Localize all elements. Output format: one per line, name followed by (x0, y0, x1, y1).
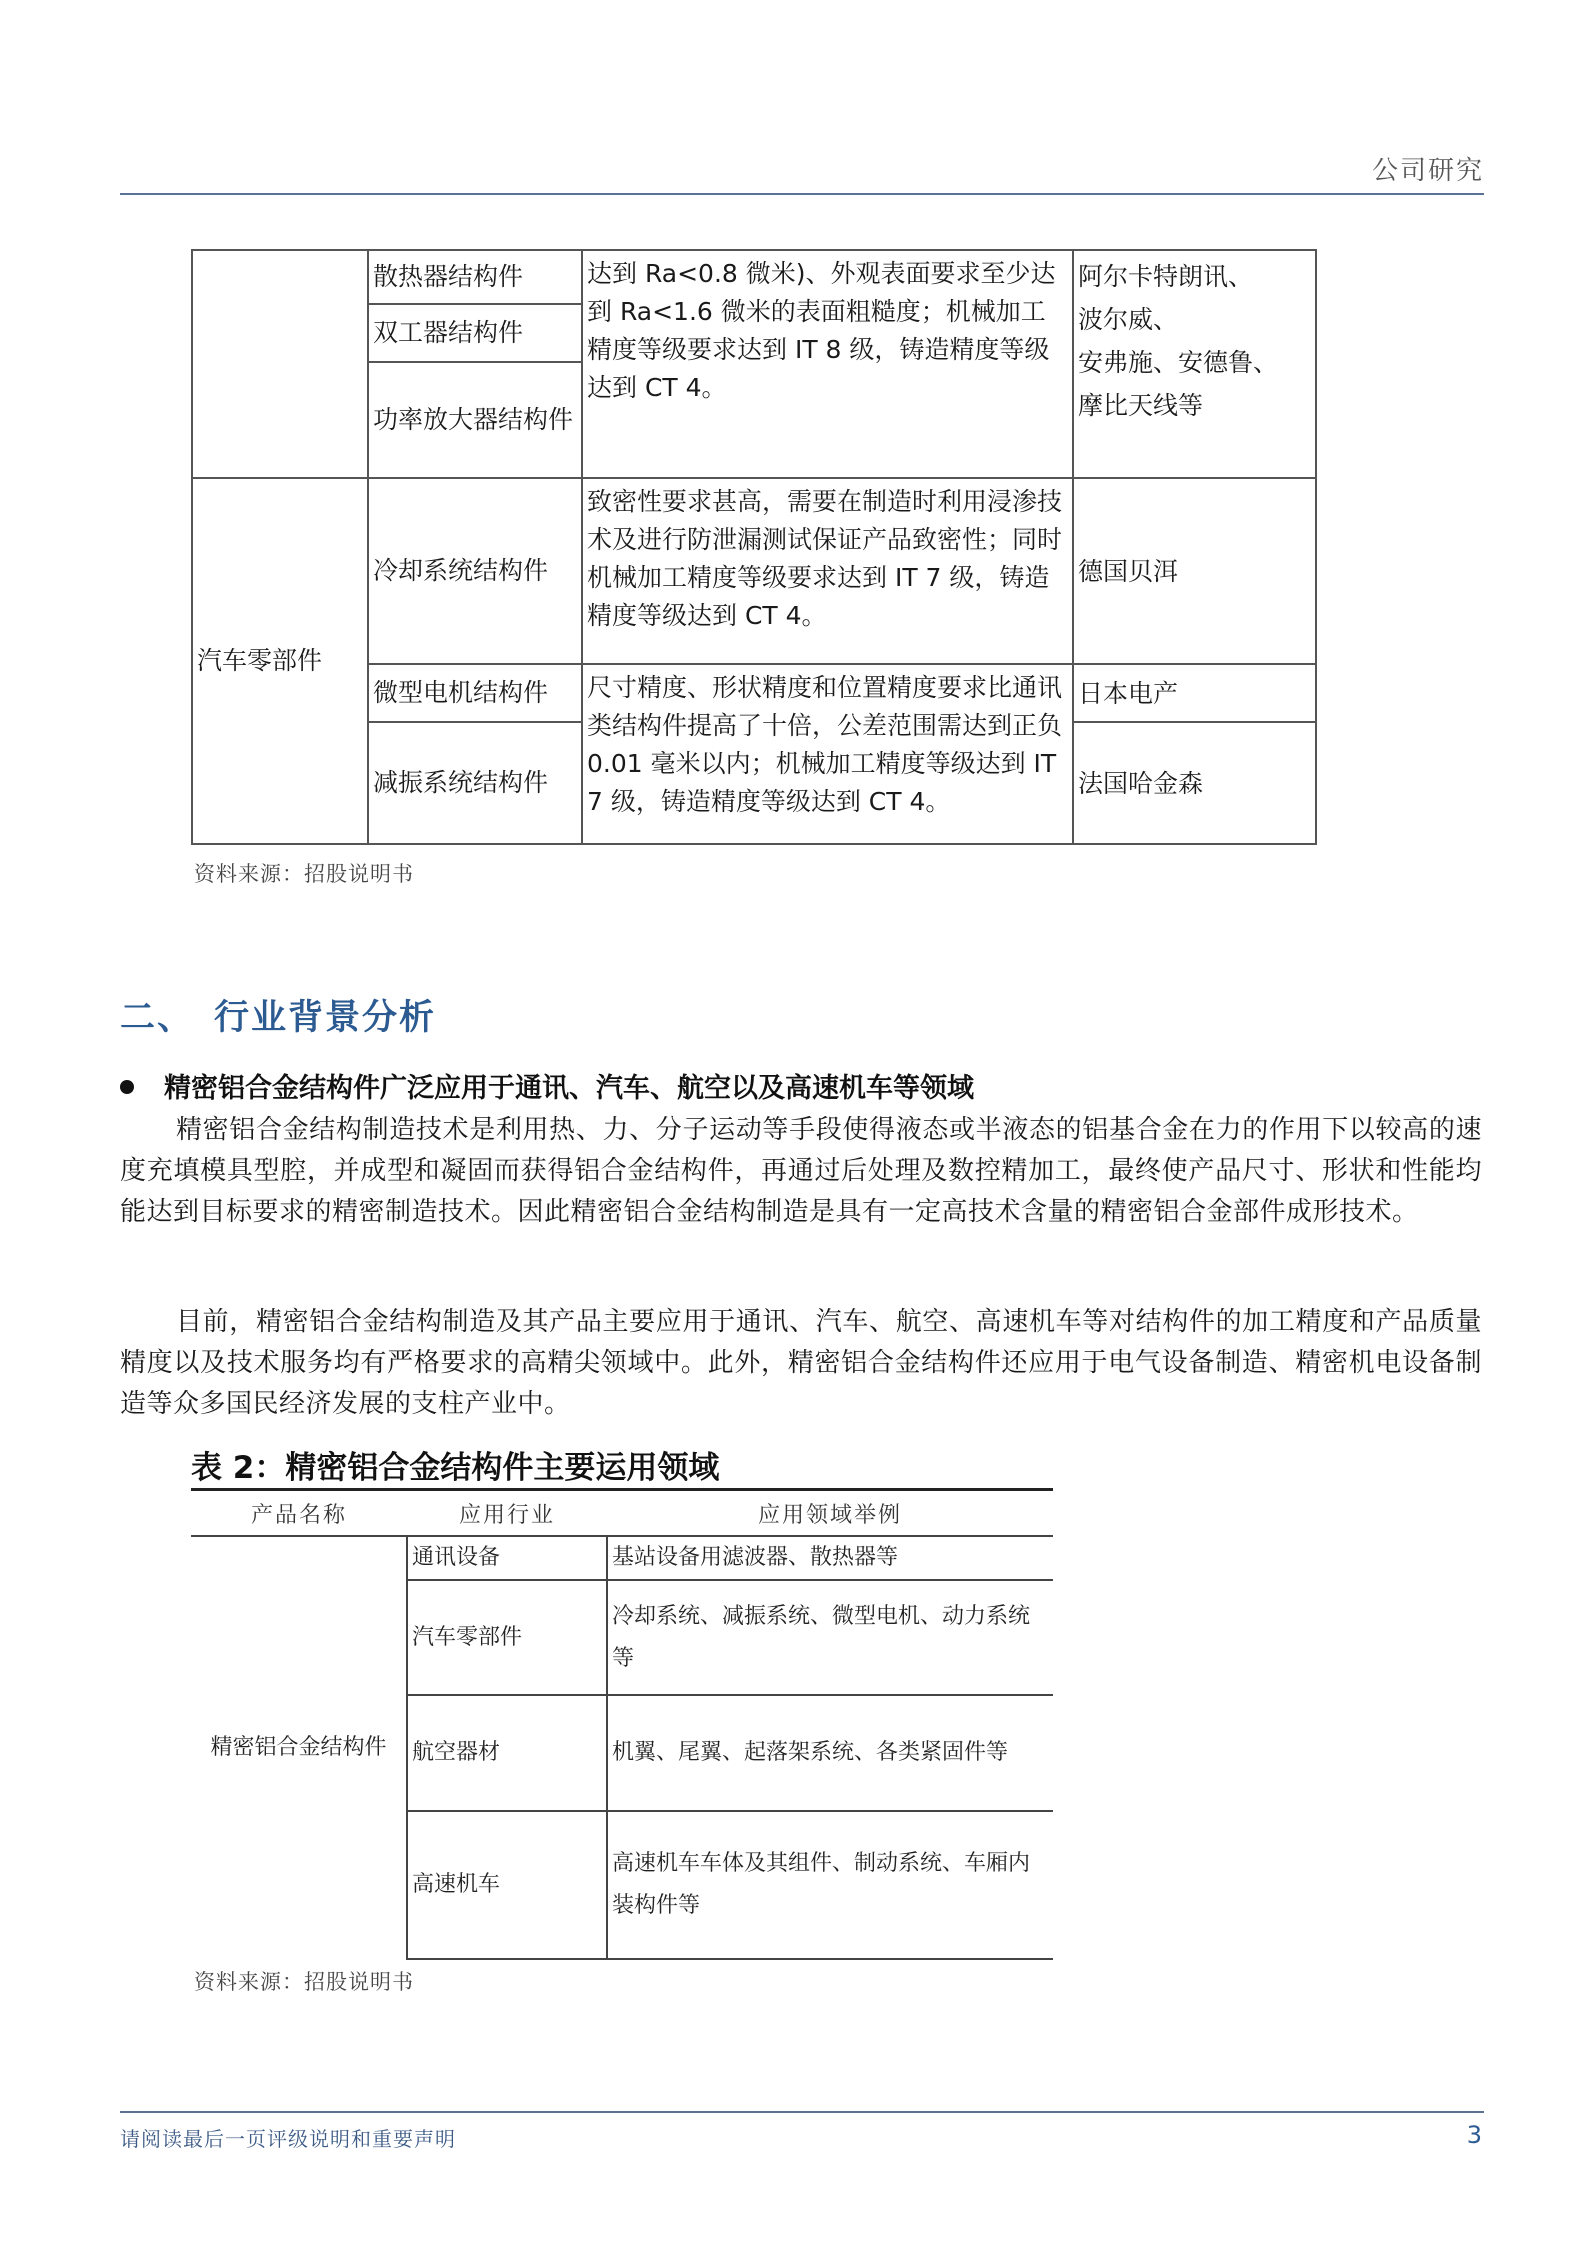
example-cell: 基站设备用滤波器、散热器等 (607, 1536, 1053, 1580)
industry-cell: 汽车零部件 (407, 1580, 607, 1695)
requirement-cell: 尺寸精度、形状精度和位置精度要求比通讯类结构件提高了十倍，公差范围需达到正负 0.01 毫米以内；机械加工精度等级达到 IT 7 级，铸造精度等级达到 CT 4。 (582, 664, 1073, 844)
section-heading (120, 990, 436, 1040)
section-number: 二、 (120, 998, 195, 1038)
client-line: 摩比天线等 (1078, 391, 1204, 420)
product-cell: 精密铝合金结构件 (191, 1536, 407, 1959)
item-cell: 散热器结构件 (368, 250, 582, 304)
paragraph-2: 目前，精密铝合金结构制造及其产品主要应用于通讯、汽车、航空、高速机车等对结构件的加工精度和产品质量精度以及技术服务均有严格要求的高精尖领域中。此外，精密铝合金结构件还应用于电气设备制造、精密机电设备制造等众多国民经济发展的支柱产业中。 (120, 1307, 1482, 1419)
bullet-icon (120, 1080, 134, 1094)
table1-source: 资料来源：招股说明书 (194, 862, 414, 886)
industry-cell: 高速机车 (407, 1811, 607, 1959)
header-tag: 公司研究 (1371, 156, 1484, 186)
client-line: 波尔威、 (1078, 305, 1179, 334)
client-cell: 德国贝洱 (1073, 478, 1316, 664)
client-cell: 法国哈金森 (1073, 722, 1316, 844)
table2-source: 资料来源：招股说明书 (194, 1970, 414, 1994)
client-line: 阿尔卡特朗讯、 (1078, 262, 1254, 291)
example-cell: 冷却系统、减振系统、微型电机、动力系统等 (607, 1580, 1053, 1695)
category-cell-empty (192, 250, 368, 478)
industry-cell: 航空器材 (407, 1695, 607, 1811)
example-cell: 机翼、尾翼、起落架系统、各类紧固件等 (607, 1695, 1053, 1811)
item-cell: 微型电机结构件 (368, 664, 582, 722)
requirement-cell: 达到 Ra<0.8 微米)、外观表面要求至少达到 Ra<1.6 微米的表面粗糙度；机械加工精度等级要求达到 IT 8 级，铸造精度等级达到 CT 4。 (582, 250, 1073, 478)
paragraph-1: 精密铝合金结构制造技术是利用热、力、分子运动等手段使得液态或半液态的铝基合金在力的作用下以较高的速度充填模具型腔，并成型和凝固而获得铝合金结构件，再通过后处理及数控精加工，最终使产品尺寸、形状和性能均能达到目标要求的精密制造技术。因此精密铝合金结构制造是具有一定高技术含量的精密铝合金部件成形技术。 (120, 1115, 1482, 1227)
item-cell: 冷却系统结构件 (368, 478, 582, 664)
industry-cell: 通讯设备 (407, 1536, 607, 1580)
bullet-point (120, 1066, 974, 1105)
table2-header: 应用领域举例 (607, 1491, 1053, 1536)
example-cell: 高速机车车体及其组件、制动系统、车厢内装构件等 (607, 1811, 1053, 1959)
client-cell: 日本电产 (1073, 664, 1316, 722)
section-title: 行业背景分析 (214, 998, 437, 1038)
application-requirements-table (191, 249, 1317, 845)
table2-header: 应用行业 (407, 1491, 607, 1536)
requirement-cell: 致密性要求甚高，需要在制造时利用浸渗技术及进行防泄漏测试保证产品致密性；同时机械加工精度等级要求达到 IT 7 级，铸造精度等级达到 CT 4。 (582, 478, 1073, 664)
client-line: 安弗施、安德鲁、 (1078, 348, 1279, 377)
bullet-text: 精密铝合金结构件广泛应用于通讯、汽车、航空以及高速机车等领域 (164, 1073, 974, 1104)
table2-title: 表 2：精密铝合金结构件主要运用领域 (191, 1450, 720, 1486)
page-number: 3 (1466, 2121, 1482, 2149)
table2-header: 产品名称 (191, 1491, 407, 1536)
item-cell: 功率放大器结构件 (368, 362, 582, 478)
application-fields-table (191, 1491, 1053, 1960)
footer-rule (120, 2111, 1484, 2113)
clients-cell (1073, 250, 1316, 478)
header-rule (120, 193, 1484, 195)
item-cell: 双工器结构件 (368, 304, 582, 362)
item-cell: 减振系统结构件 (368, 722, 582, 844)
footer-note: 请阅读最后一页评级说明和重要声明 (120, 2127, 456, 2151)
category-cell: 汽车零部件 (192, 478, 368, 844)
